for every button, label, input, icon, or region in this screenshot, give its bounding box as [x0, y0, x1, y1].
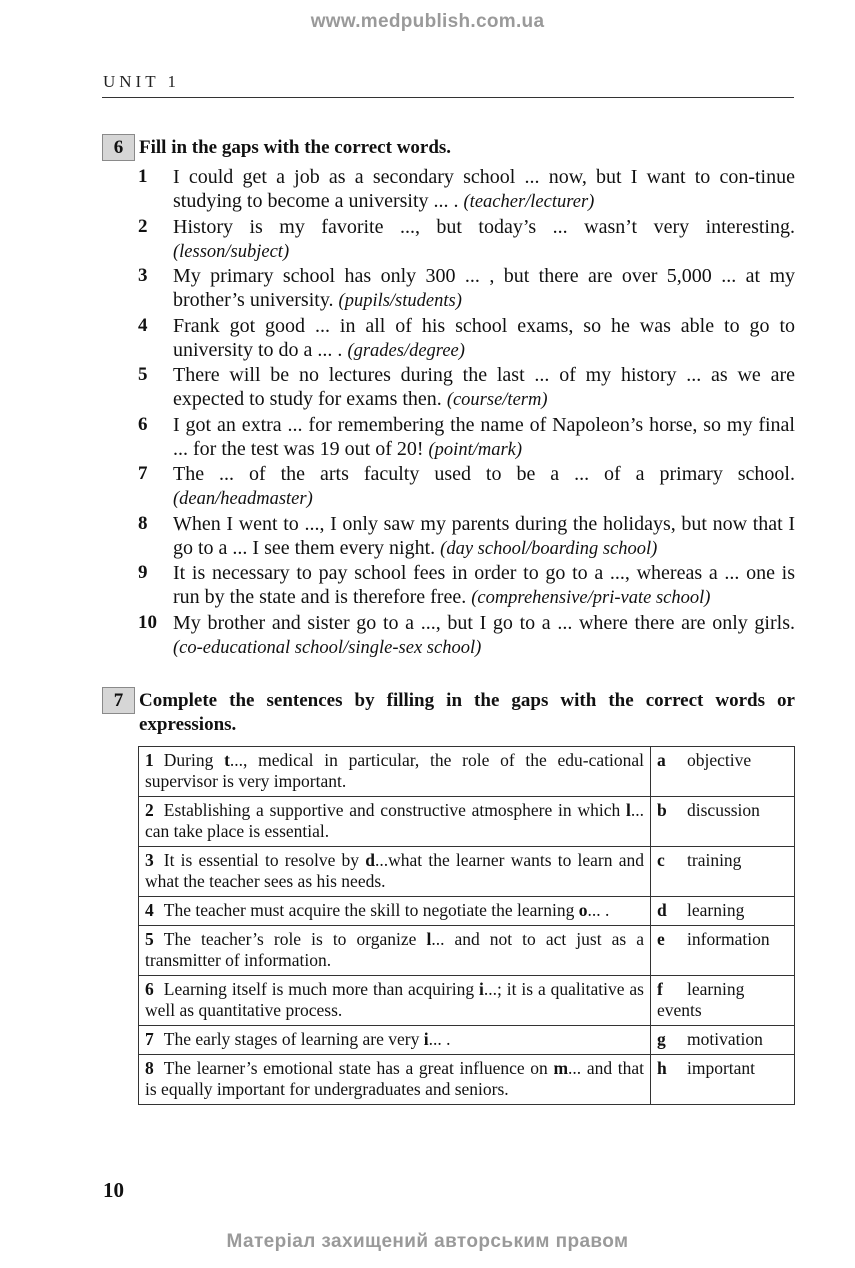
item-hint: (teacher/lecturer)	[463, 192, 595, 212]
answer-letter: a	[657, 750, 666, 770]
answer-letter: g	[657, 1029, 666, 1049]
row-number: 5	[145, 929, 154, 949]
table-row	[139, 847, 795, 897]
exercise-item	[138, 413, 795, 462]
exercise-7-number: 7	[102, 687, 135, 714]
sentence-text: ..., medical in particular, the role of the edu-cational supervisor is very important.	[145, 750, 644, 791]
answer-cell	[651, 897, 795, 926]
sentence-text: The teacher’s role is to organize	[163, 929, 427, 949]
item-number: 7	[138, 463, 148, 484]
item-hint: (point/mark)	[428, 439, 523, 460]
table-row	[139, 1026, 795, 1055]
key-letter: l	[426, 929, 432, 949]
answer-cell	[651, 1055, 795, 1105]
key-letter: d	[365, 850, 375, 870]
item-text: History is my favorite ..., but today’s ... wasn’t very interesting.	[173, 215, 795, 238]
item-text: It is necessary to pay school fees in order to go to a ..., whereas a ... one is run by the state and is therefore free.	[173, 562, 795, 608]
key-letter: t	[224, 750, 230, 770]
item-hint: (pupils/students)	[338, 291, 462, 311]
answer-cell	[651, 797, 795, 847]
answer-cell	[651, 847, 795, 897]
item-text: My primary school has only 300 ... , but there are over 5,000 ... at my brother’s university.	[173, 265, 795, 311]
item-text: Frank got good ... in all of his school exams, so he was able to go to university to do a ... .	[173, 314, 795, 361]
exercise-item	[138, 314, 795, 363]
answer-letter: b	[657, 800, 667, 820]
sentence-cell	[139, 1026, 651, 1055]
answer-cell	[651, 747, 795, 797]
item-text: I got an extra ... for remembering the name of Napoleon’s horse, so my final ... for the test was 19 out of 20!	[173, 413, 795, 460]
sentence-cell	[139, 797, 651, 847]
copyright-watermark: Матеріал захищений авторським правом	[226, 1231, 629, 1252]
answer-word: objective	[687, 750, 752, 770]
answer-word: information	[687, 929, 770, 949]
answer-word: learning	[687, 900, 745, 920]
sentence-text: ... .	[428, 1029, 451, 1049]
watermark-url: www.medpublish.com.ua	[310, 11, 545, 32]
exercise-6-number: 6	[102, 134, 135, 161]
item-number: 5	[138, 364, 148, 385]
exercise-6-list	[138, 165, 795, 660]
answer-letter: c	[657, 850, 665, 870]
item-text: When I went to ..., I only saw my parents during the holidays, but now that I go to a ... I see them every night.	[173, 512, 795, 559]
item-number: 1	[138, 166, 148, 187]
item-hint: (comprehensive/pri-vate school)	[471, 588, 711, 608]
sentence-text: Establishing a supportive and constructive atmosphere in which	[163, 800, 626, 820]
exercise-item	[138, 264, 795, 313]
answer-letter: f	[657, 979, 663, 999]
exercise-item	[138, 611, 795, 660]
row-number: 1	[145, 750, 154, 770]
answer-letter: d	[657, 900, 667, 920]
sentence-text: ... can take place is essential.	[145, 800, 644, 841]
row-number: 2	[145, 800, 154, 820]
key-letter: m	[553, 1058, 569, 1078]
item-number: 10	[138, 611, 157, 633]
sentence-text: The learner’s emotional state has a great influence on	[163, 1058, 554, 1078]
answer-letter: h	[657, 1058, 667, 1078]
sentence-cell	[139, 926, 651, 976]
exercise-item	[138, 512, 795, 561]
sentence-text: During	[163, 750, 225, 770]
row-number: 8	[145, 1058, 154, 1078]
sentence-text: It is essential to resolve by	[163, 850, 366, 870]
item-hint: (dean/headmaster)	[173, 489, 313, 509]
item-hint: (co-educational school/single-sex school)	[173, 637, 482, 658]
item-number: 9	[138, 562, 148, 583]
sentence-text: The early stages of learning are very	[163, 1029, 424, 1049]
key-letter: i	[478, 979, 484, 999]
header-divider	[102, 97, 794, 98]
item-hint: (lesson/subject)	[173, 241, 290, 262]
answer-word: discussion	[687, 800, 760, 820]
item-hint: (day school/boarding school)	[440, 538, 658, 559]
row-number: 7	[145, 1029, 154, 1049]
sentence-text: ...; it is a qualitative as well as quantitative process.	[145, 979, 644, 1020]
item-text: My brother and sister go to a ..., but I go to a ... where there are only girls.	[173, 611, 795, 634]
sentence-text: ... and not to act just as a transmitter of information.	[145, 929, 644, 970]
exercise-item	[138, 462, 795, 511]
answer-letter: e	[657, 929, 665, 949]
sentence-cell	[139, 897, 651, 926]
table-row	[139, 897, 795, 926]
answer-word: learning events	[657, 979, 745, 1020]
answer-word: motivation	[687, 1029, 763, 1049]
row-number: 3	[145, 850, 154, 870]
key-letter: i	[423, 1029, 429, 1049]
item-text: I could get a job as a secondary school ... now, but I want to con-tinue studying to become a university ... .	[173, 166, 795, 212]
exercise-item	[138, 165, 795, 214]
exercise-item	[138, 215, 795, 264]
answer-word: training	[687, 850, 742, 870]
table-row	[139, 747, 795, 797]
sentence-cell	[139, 747, 651, 797]
sentence-text: ... and that is equally important for undergraduates and seniors.	[145, 1058, 644, 1099]
exercise-7-title: Complete the sentences by filling in the gaps with the correct words or expressions.	[139, 690, 795, 735]
sentence-text: ... .	[587, 900, 610, 920]
item-number: 4	[138, 314, 148, 336]
answer-cell	[651, 926, 795, 976]
item-number: 3	[138, 265, 148, 286]
exercise-item	[138, 363, 795, 412]
table-row	[139, 926, 795, 976]
page-number: 10	[103, 1178, 124, 1202]
item-number: 2	[138, 215, 148, 237]
sentence-cell	[139, 1055, 651, 1105]
key-letter: l	[626, 800, 631, 820]
sentence-text: ...what the learner wants to learn and what the teacher sees as his needs.	[145, 850, 644, 891]
table-row	[139, 1055, 795, 1105]
key-letter: o	[578, 900, 588, 920]
item-text: There will be no lectures during the last ... of my history ... as we are expected to study for exams then.	[173, 364, 795, 410]
answer-word: important	[687, 1058, 756, 1078]
sentence-cell	[139, 847, 651, 897]
item-hint: (course/term)	[446, 390, 548, 410]
exercise-item	[138, 561, 795, 610]
row-number: 4	[145, 900, 154, 920]
sentence-text: The teacher must acquire the skill to negotiate the learning	[163, 900, 579, 920]
item-text: The ... of the arts faculty used to be a ... of a primary school.	[173, 463, 795, 485]
sentence-text: Learning itself is much more than acquiring	[163, 979, 479, 999]
running-head: UNIT 1	[103, 72, 181, 91]
answer-cell	[651, 976, 795, 1026]
item-number: 6	[138, 413, 148, 435]
table-row	[139, 797, 795, 847]
item-hint: (grades/degree)	[347, 340, 465, 361]
row-number: 6	[145, 979, 154, 999]
answer-cell	[651, 1026, 795, 1055]
matching-table	[138, 746, 795, 1105]
table-row	[139, 976, 795, 1026]
item-number: 8	[138, 512, 148, 534]
exercise-6-title: Fill in the gaps with the correct words.	[139, 137, 452, 158]
sentence-cell	[139, 976, 651, 1026]
